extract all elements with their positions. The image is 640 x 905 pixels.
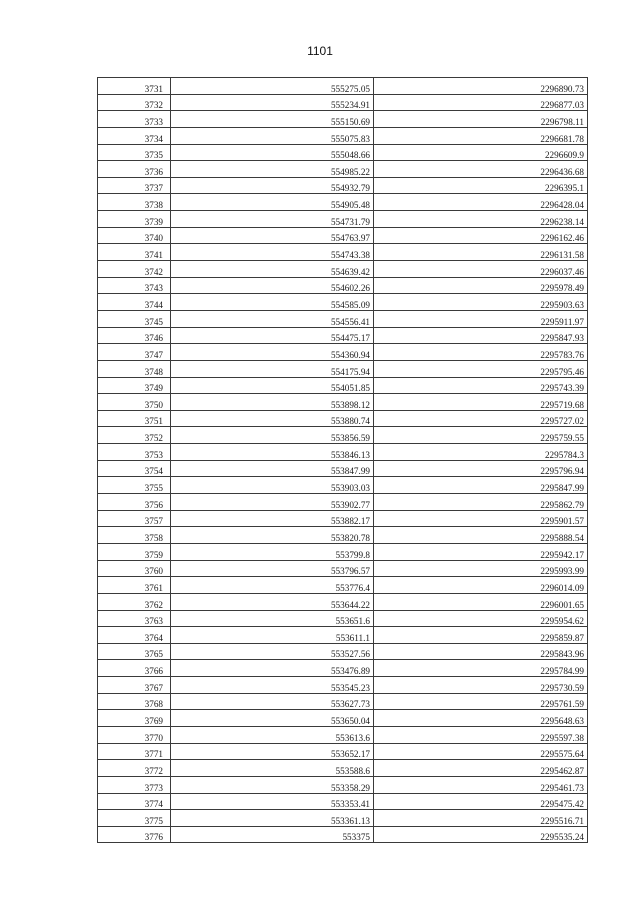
point-number-cell: 3762 <box>98 593 171 610</box>
y-coordinate-cell: 2295847.99 <box>374 477 588 494</box>
x-coordinate-cell: 553882.17 <box>171 510 374 527</box>
y-coordinate-cell: 2296798.11 <box>374 111 588 128</box>
y-coordinate-cell: 2295719.68 <box>374 394 588 411</box>
coordinates-table-body <box>98 78 588 843</box>
point-number-cell: 3751 <box>98 410 171 427</box>
table-row <box>98 826 588 843</box>
point-number-cell: 3756 <box>98 494 171 511</box>
table-row <box>98 677 588 694</box>
table-row <box>98 660 588 677</box>
table-row <box>98 394 588 411</box>
x-coordinate-cell: 555150.69 <box>171 111 374 128</box>
y-coordinate-cell: 2295575.64 <box>374 743 588 760</box>
point-number-cell: 3749 <box>98 377 171 394</box>
x-coordinate-cell: 553796.57 <box>171 560 374 577</box>
table-row <box>98 261 588 278</box>
table-row <box>98 227 588 244</box>
table-row <box>98 743 588 760</box>
x-coordinate-cell: 554556.41 <box>171 310 374 327</box>
x-coordinate-cell: 553652.17 <box>171 743 374 760</box>
table-row <box>98 494 588 511</box>
table-row <box>98 793 588 810</box>
x-coordinate-cell: 554175.94 <box>171 360 374 377</box>
table-row <box>98 577 588 594</box>
y-coordinate-cell: 2295597.38 <box>374 726 588 743</box>
table-row <box>98 161 588 178</box>
y-coordinate-cell: 2296162.46 <box>374 227 588 244</box>
table-row <box>98 94 588 111</box>
y-coordinate-cell: 2295796.94 <box>374 460 588 477</box>
y-coordinate-cell: 2295535.24 <box>374 826 588 843</box>
x-coordinate-cell: 554743.38 <box>171 244 374 261</box>
y-coordinate-cell: 2295461.73 <box>374 776 588 793</box>
point-number-cell: 3737 <box>98 177 171 194</box>
x-coordinate-cell: 554360.94 <box>171 344 374 361</box>
x-coordinate-cell: 553898.12 <box>171 394 374 411</box>
y-coordinate-cell: 2296395.1 <box>374 177 588 194</box>
table-row <box>98 344 588 361</box>
point-number-cell: 3738 <box>98 194 171 211</box>
point-number-cell: 3741 <box>98 244 171 261</box>
y-coordinate-cell: 2295901.57 <box>374 510 588 527</box>
point-number-cell: 3733 <box>98 111 171 128</box>
x-coordinate-cell: 553611.1 <box>171 627 374 644</box>
y-coordinate-cell: 2296609.9 <box>374 144 588 161</box>
y-coordinate-cell: 2295862.79 <box>374 494 588 511</box>
y-coordinate-cell: 2296001.65 <box>374 593 588 610</box>
y-coordinate-cell: 2295978.49 <box>374 277 588 294</box>
table-row <box>98 377 588 394</box>
table-row <box>98 460 588 477</box>
table-row <box>98 810 588 827</box>
y-coordinate-cell: 2296436.68 <box>374 161 588 178</box>
x-coordinate-cell: 554932.79 <box>171 177 374 194</box>
y-coordinate-cell: 2295475.42 <box>374 793 588 810</box>
y-coordinate-cell: 2296238.14 <box>374 211 588 228</box>
point-number-cell: 3735 <box>98 144 171 161</box>
point-number-cell: 3740 <box>98 227 171 244</box>
page-number: 1101 <box>307 44 333 58</box>
x-coordinate-cell: 553361.13 <box>171 810 374 827</box>
y-coordinate-cell: 2296877.03 <box>374 94 588 111</box>
table-row <box>98 560 588 577</box>
x-coordinate-cell: 555234.91 <box>171 94 374 111</box>
point-number-cell: 3736 <box>98 161 171 178</box>
x-coordinate-cell: 553375 <box>171 826 374 843</box>
y-coordinate-cell: 2295859.87 <box>374 627 588 644</box>
x-coordinate-cell: 555075.83 <box>171 127 374 144</box>
x-coordinate-cell: 554051.85 <box>171 377 374 394</box>
table-row <box>98 444 588 461</box>
table-row <box>98 610 588 627</box>
y-coordinate-cell: 2296681.78 <box>374 127 588 144</box>
x-coordinate-cell: 553613.6 <box>171 726 374 743</box>
point-number-cell: 3770 <box>98 726 171 743</box>
y-coordinate-cell: 2296131.58 <box>374 244 588 261</box>
x-coordinate-cell: 555275.05 <box>171 78 374 95</box>
point-number-cell: 3731 <box>98 78 171 95</box>
point-number-cell: 3743 <box>98 277 171 294</box>
y-coordinate-cell: 2295462.87 <box>374 760 588 777</box>
y-coordinate-cell: 2296890.73 <box>374 78 588 95</box>
point-number-cell: 3753 <box>98 444 171 461</box>
point-number-cell: 3750 <box>98 394 171 411</box>
x-coordinate-cell: 553527.56 <box>171 643 374 660</box>
table-row <box>98 410 588 427</box>
y-coordinate-cell: 2296428.04 <box>374 194 588 211</box>
x-coordinate-cell: 553846.13 <box>171 444 374 461</box>
point-number-cell: 3766 <box>98 660 171 677</box>
y-coordinate-cell: 2295730.59 <box>374 677 588 694</box>
point-number-cell: 3775 <box>98 810 171 827</box>
y-coordinate-cell: 2296037.46 <box>374 261 588 278</box>
point-number-cell: 3755 <box>98 477 171 494</box>
table-row <box>98 327 588 344</box>
y-coordinate-cell: 2295783.76 <box>374 344 588 361</box>
y-coordinate-cell: 2295843.96 <box>374 643 588 660</box>
point-number-cell: 3748 <box>98 360 171 377</box>
table-row <box>98 593 588 610</box>
point-number-cell: 3763 <box>98 610 171 627</box>
point-number-cell: 3758 <box>98 527 171 544</box>
x-coordinate-cell: 554985.22 <box>171 161 374 178</box>
x-coordinate-cell: 554602.26 <box>171 277 374 294</box>
point-number-cell: 3752 <box>98 427 171 444</box>
y-coordinate-cell: 2295727.02 <box>374 410 588 427</box>
x-coordinate-cell: 553650.04 <box>171 710 374 727</box>
point-number-cell: 3745 <box>98 310 171 327</box>
y-coordinate-cell: 2295784.99 <box>374 660 588 677</box>
x-coordinate-cell: 553903.03 <box>171 477 374 494</box>
x-coordinate-cell: 553353.41 <box>171 793 374 810</box>
point-number-cell: 3757 <box>98 510 171 527</box>
y-coordinate-cell: 2295784.3 <box>374 444 588 461</box>
x-coordinate-cell: 554763.97 <box>171 227 374 244</box>
point-number-cell: 3742 <box>98 261 171 278</box>
x-coordinate-cell: 553644.22 <box>171 593 374 610</box>
point-number-cell: 3734 <box>98 127 171 144</box>
point-number-cell: 3764 <box>98 627 171 644</box>
y-coordinate-cell: 2295759.55 <box>374 427 588 444</box>
table-row <box>98 78 588 95</box>
x-coordinate-cell: 553902.77 <box>171 494 374 511</box>
y-coordinate-cell: 2295761.59 <box>374 693 588 710</box>
x-coordinate-cell: 553627.73 <box>171 693 374 710</box>
table-row <box>98 244 588 261</box>
table-row <box>98 527 588 544</box>
y-coordinate-cell: 2295954.62 <box>374 610 588 627</box>
point-number-cell: 3754 <box>98 460 171 477</box>
x-coordinate-cell: 553358.29 <box>171 776 374 793</box>
y-coordinate-cell: 2295903.63 <box>374 294 588 311</box>
point-number-cell: 3768 <box>98 693 171 710</box>
y-coordinate-cell: 2295648.63 <box>374 710 588 727</box>
table-row <box>98 277 588 294</box>
y-coordinate-cell: 2295888.54 <box>374 527 588 544</box>
point-number-cell: 3760 <box>98 560 171 577</box>
x-coordinate-cell: 553651.6 <box>171 610 374 627</box>
y-coordinate-cell: 2295743.39 <box>374 377 588 394</box>
table-row <box>98 510 588 527</box>
x-coordinate-cell: 553799.8 <box>171 543 374 560</box>
y-coordinate-cell: 2295516.71 <box>374 810 588 827</box>
point-number-cell: 3771 <box>98 743 171 760</box>
table-row <box>98 726 588 743</box>
y-coordinate-cell: 2295847.93 <box>374 327 588 344</box>
table-row <box>98 360 588 377</box>
point-number-cell: 3746 <box>98 327 171 344</box>
y-coordinate-cell: 2296014.09 <box>374 577 588 594</box>
point-number-cell: 3759 <box>98 543 171 560</box>
x-coordinate-cell: 553476.89 <box>171 660 374 677</box>
table-row <box>98 144 588 161</box>
x-coordinate-cell: 553856.59 <box>171 427 374 444</box>
x-coordinate-cell: 554585.09 <box>171 294 374 311</box>
x-coordinate-cell: 554905.48 <box>171 194 374 211</box>
point-number-cell: 3732 <box>98 94 171 111</box>
coordinates-table <box>97 77 588 843</box>
point-number-cell: 3765 <box>98 643 171 660</box>
x-coordinate-cell: 553776.4 <box>171 577 374 594</box>
table-row <box>98 310 588 327</box>
y-coordinate-cell: 2295795.46 <box>374 360 588 377</box>
table-row <box>98 111 588 128</box>
y-coordinate-cell: 2295993.99 <box>374 560 588 577</box>
table-row <box>98 211 588 228</box>
point-number-cell: 3772 <box>98 760 171 777</box>
point-number-cell: 3767 <box>98 677 171 694</box>
table-row <box>98 693 588 710</box>
point-number-cell: 3774 <box>98 793 171 810</box>
point-number-cell: 3773 <box>98 776 171 793</box>
x-coordinate-cell: 553545.23 <box>171 677 374 694</box>
table-row <box>98 760 588 777</box>
x-coordinate-cell: 553588.6 <box>171 760 374 777</box>
table-row <box>98 643 588 660</box>
point-number-cell: 3739 <box>98 211 171 228</box>
x-coordinate-cell: 554731.79 <box>171 211 374 228</box>
table-row <box>98 294 588 311</box>
table-row <box>98 543 588 560</box>
y-coordinate-cell: 2295911.97 <box>374 310 588 327</box>
x-coordinate-cell: 555048.66 <box>171 144 374 161</box>
x-coordinate-cell: 553820.78 <box>171 527 374 544</box>
point-number-cell: 3769 <box>98 710 171 727</box>
table-row <box>98 177 588 194</box>
table-row <box>98 427 588 444</box>
point-number-cell: 3744 <box>98 294 171 311</box>
table-row <box>98 627 588 644</box>
x-coordinate-cell: 554639.42 <box>171 261 374 278</box>
point-number-cell: 3776 <box>98 826 171 843</box>
table-row <box>98 776 588 793</box>
table-row <box>98 477 588 494</box>
table-row <box>98 710 588 727</box>
x-coordinate-cell: 554475.17 <box>171 327 374 344</box>
x-coordinate-cell: 553880.74 <box>171 410 374 427</box>
table-row <box>98 194 588 211</box>
table-row <box>98 127 588 144</box>
y-coordinate-cell: 2295942.17 <box>374 543 588 560</box>
point-number-cell: 3761 <box>98 577 171 594</box>
x-coordinate-cell: 553847.99 <box>171 460 374 477</box>
point-number-cell: 3747 <box>98 344 171 361</box>
